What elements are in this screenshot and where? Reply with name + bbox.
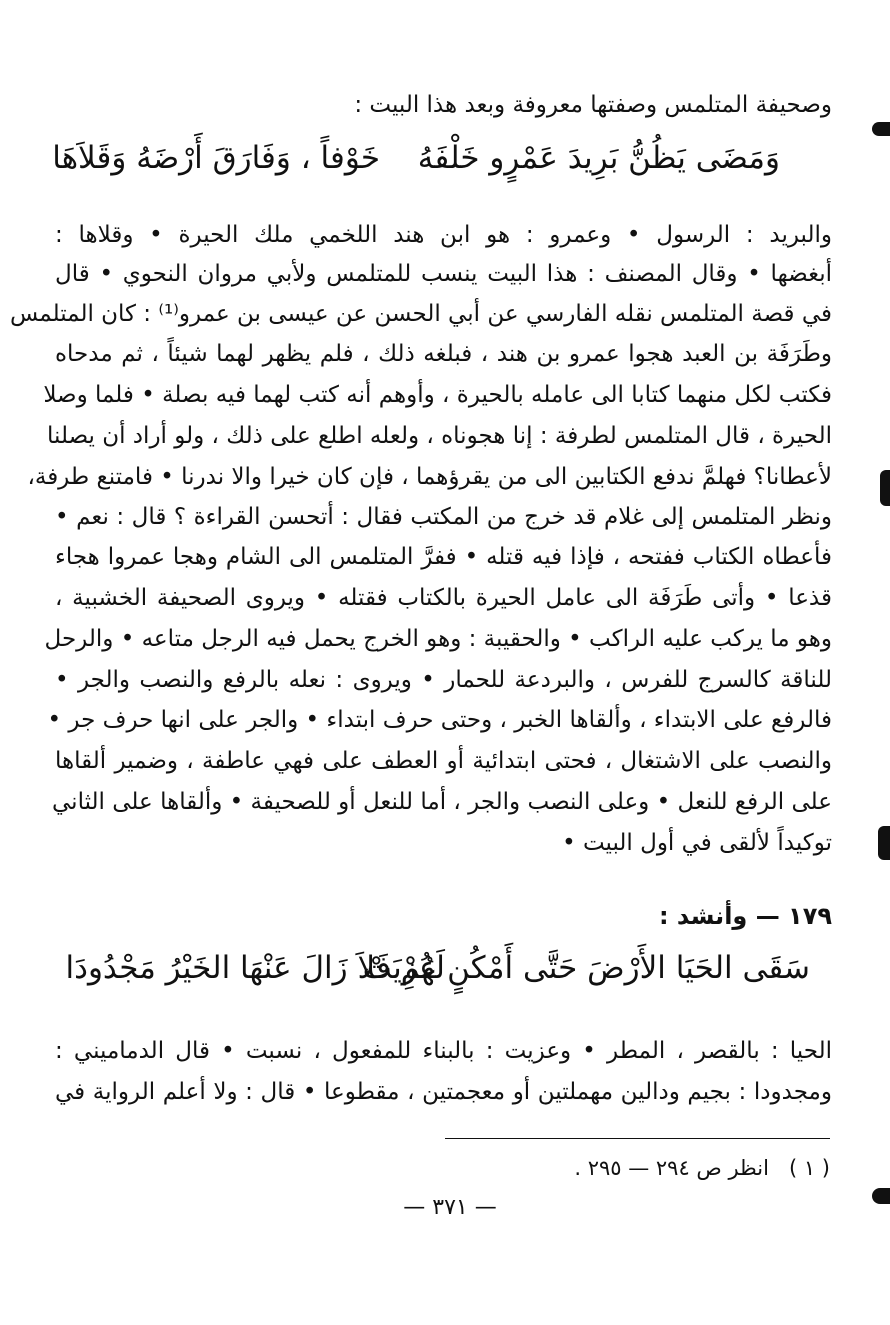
commentary-line: الحيرة ، قال المتلمس لطرفة : إنا هجوناه ، ولعله اطلع على ذلك ، ولو أراد أن يصلنا	[47, 423, 832, 449]
commentary-line: فالرفع على الابتداء ، وألقاها الخبر ، وحتى حرف ابتداء • والجر على انها حرف جر •	[47, 707, 832, 733]
page-number: — ٣٧١ —	[403, 1195, 497, 1220]
footnote	[574, 1148, 830, 1188]
gloss-line: ومجدودا : بجيم ودالين مهملتين أو معجمتين ، مقطوعا • قال : ولا أعلم الرواية في	[55, 1079, 832, 1105]
commentary-line: توكيداً لألقى في أول البيت •	[562, 830, 832, 856]
intro-line: وصحيفة المتلمس وصفتها معروفة وبعد هذا البيت :	[354, 92, 832, 118]
commentary-line: وطَرَفَة بن العبد هجوا عمرو بن هند ، فبلغه ذلك ، فلم يظهر لهما شيئاً ، ثم مدحاه	[55, 341, 832, 367]
commentary-line: وهو ما يركب عليه الراكب • والحقيبة : وهو الخرج يحمل فيه الرجل متاعه • والرحل	[44, 626, 832, 652]
commentary-line: فكتب لكل منهما كتابا الى عامله بالحيرة ، وأوهم أنه كتب لهما فيه بصلة • فلما وصلا	[43, 382, 832, 408]
commentary-line: أبغضها • وقال المصنف : هذا البيت ينسب للمتلمس ولأبي مروان النحوي • قال	[55, 261, 832, 287]
scan-edge-mark	[872, 1188, 890, 1204]
gloss-line: الحيا : بالقصر ، المطر • وعزيت : بالبناء للمفعول ، نسبت • قال الدماميني :	[55, 1038, 832, 1064]
section-heading: ١٧٩ — وأنشد :	[658, 902, 832, 930]
commentary-line: لأعطانا؟ فهلمَّ ندفع الكتابين الى من يقرؤهما ، فإن كان خيرا والا ندرنا • فامتنع طرفة،	[27, 464, 832, 490]
footnote-divider	[445, 1138, 830, 1139]
scan-edge-mark	[872, 122, 890, 136]
verse-2-first-hemistich: سَقَى الحَيَا الأَرْضَ حَتَّى أَمْكُنٍ عُزِيَتْ	[362, 950, 810, 986]
verse-1-second-hemistich: خَوْفاً ، وَفَارَقَ أَرْضَهُ وَقَلاَهَا	[52, 140, 380, 176]
verse-2-second-hemistich: لَهُمْ فَلاَ زَالَ عَنْهَا الخَيْرُ مَجْدُودَا	[65, 950, 445, 986]
verse-1-first-hemistich: وَمَضَى يَظُنُّ بَرِيدَ عَمْرٍو خَلْفَهُ	[417, 140, 780, 176]
footnote-text: انظر ص ٢٩٤ — ٢٩٥ .	[574, 1156, 769, 1180]
commentary-line: ونظر المتلمس إلى غلام قد خرج من المكتب فقال : أتحسن القراءة ؟ قال : نعم •	[55, 504, 832, 530]
footnote-number: ( ١ )	[788, 1156, 830, 1180]
commentary-line: للناقة كالسرج للفرس ، والبردعة للحمار • ويروى : نعله بالرفع والنصب والجر •	[55, 667, 832, 693]
commentary-line: والبريد : الرسول • وعمرو : هو ابن هند اللخمي ملك الحيرة • وقلاها :	[55, 222, 832, 248]
commentary-line: في قصة المتلمس نقله الفارسي عن أبي الحسن عن عيسى بن عمرو⁽¹⁾ : كان المتلمس	[9, 301, 832, 327]
scan-edge-mark	[878, 826, 890, 860]
commentary-line: والنصب على الاشتغال ، فحتى ابتدائية أو العطف على فهي عاطفة ، وضمير ألقاها	[55, 748, 832, 774]
commentary-line: فأعطاه الكتاب ففتحه ، فإذا فيه قتله • ففرَّ المتلمس الى الشام وهجا عمروا هجاء	[55, 544, 832, 570]
scan-edge-mark	[880, 470, 890, 506]
commentary-line: قذعا • وأتى طَرَفَة الى عامل الحيرة بالكتاب فقتله • ويروى الصحيفة الخشبية ،	[55, 585, 832, 611]
commentary-line: على الرفع للنعل • وعلى النصب والجر ، أما للنعل أو للصحيفة • وألقاها على الثاني	[52, 789, 832, 815]
